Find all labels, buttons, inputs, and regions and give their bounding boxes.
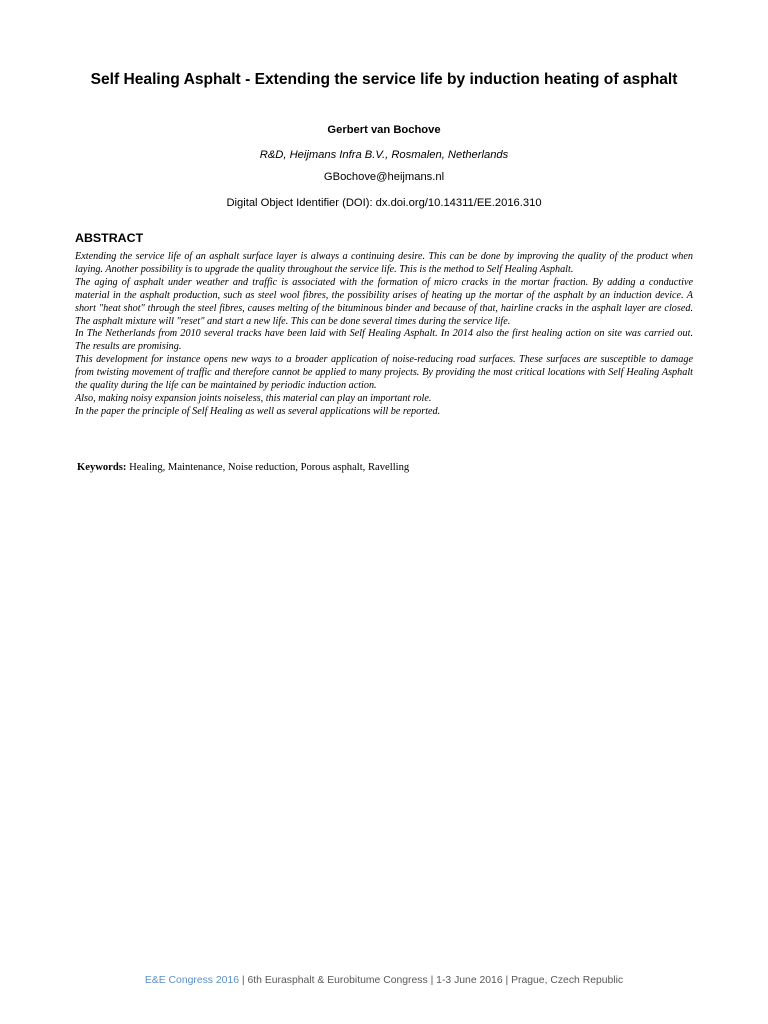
abstract-paragraph: Also, making noisy expansion joints noiseless, this material can play an important role. — [75, 392, 432, 404]
author-affiliation: R&D, Heijmans Infra B.V., Rosmalen, Netherlands — [259, 149, 509, 161]
paper-title: Self Healing Asphalt - Extending the service life by induction heating of asphalt — [90, 71, 678, 88]
doi-line: Digital Object Identifier (DOI): dx.doi.org/10.14311/EE.2016.310 — [226, 197, 542, 209]
abstract-paragraph: Extending the service life of an asphalt surface layer is always a continuing desire. This can be done by improving the quality of the product when laying. Another possibility is to upgrade the quality throughout the service life. This is the method to Self Healing Asphalt. — [75, 251, 693, 275]
abstract-paragraph: The aging of asphalt under weather and traffic is associated with the formation of micro cracks in the mortar fraction. By adding a conductive material in the asphalt production, such as steel wool fibres, the possibility arises of heating up the mortar of the asphalt by an induction device. A short "heat shot" through the steel fibres, causes melting of the bituminous binder and because of that, hairline cracks in the asphalt layer are closed. The asphalt mixture will "reset" and start a new life. This can be done several times during the service life. — [75, 276, 693, 327]
abstract-paragraph: This development for instance opens new ways to a broader application of noise-reducing road surfaces. These surfaces are susceptible to damage from twisting movement of traffic and therefore cannot be applied to many projects. By providing the most critical locations with Self Healing Asphalt the quality during the life can be maintained by periodic induction action. — [75, 354, 693, 392]
keywords-label: Keywords: — [77, 462, 127, 473]
abstract-paragraph: In The Netherlands from 2010 several tracks have been laid with Self Healing Asphalt. In 2014 also the first healing action on site was carried out. The results are promising. — [75, 328, 693, 353]
abstract-heading: ABSTRACT — [75, 231, 144, 245]
abstract-paragraph: In the paper the principle of Self Healing as well as several applications will be reported. — [75, 405, 441, 417]
page-footer — [0, 974, 768, 988]
author-name: Gerbert van Bochove — [327, 124, 441, 136]
author-email: GBochove@heijmans.nl — [323, 171, 445, 183]
footer-details: | 6th Eurasphalt & Eurobitume Congress | 1-3 June 2016 | Prague, Czech Republic — [239, 975, 624, 986]
footer-congress-name: E&E Congress 2016 — [144, 975, 240, 986]
keywords-line — [77, 461, 693, 474]
keywords-value: Healing, Maintenance, Noise reduction, Porous asphalt, Ravelling — [129, 462, 410, 473]
abstract-body — [75, 251, 693, 419]
